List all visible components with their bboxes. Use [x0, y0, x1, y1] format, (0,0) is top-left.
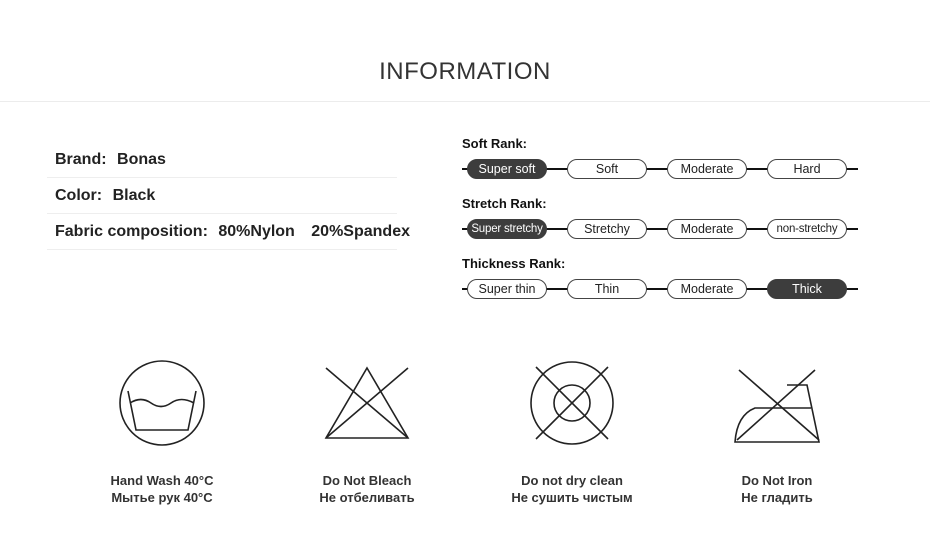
- soft-rank: [462, 134, 862, 194]
- hand-wash-label-ru: Мытье рук 40°C: [111, 490, 213, 505]
- no-dry-clean-label-ru: Не сушить чистым: [511, 490, 633, 505]
- no-bleach-label-en: Do Not Bleach: [322, 473, 412, 488]
- fabric-value-spandex: 20%Spandex: [311, 223, 410, 240]
- brand-value: Bonas: [117, 151, 166, 168]
- brand-label: Brand:: [55, 151, 107, 168]
- soft-option-super-soft: Super soft: [467, 159, 547, 179]
- hand-wash-icon: [114, 360, 210, 446]
- title-divider: [0, 101, 930, 102]
- care-no-dry-clean: [472, 360, 672, 506]
- no-dry-clean-label-en: Do not dry clean: [521, 473, 623, 488]
- thickness-option-thin: Thin: [567, 279, 647, 299]
- stretch-option-super-stretchy: Super stretchy: [467, 219, 547, 239]
- care-hand-wash: [62, 360, 262, 506]
- page-title: INFORMATION: [379, 58, 551, 85]
- soft-option-soft: Soft: [567, 159, 647, 179]
- soft-option-hard: Hard: [767, 159, 847, 179]
- no-dry-clean-icon: [524, 360, 620, 446]
- no-iron-icon: [729, 360, 825, 446]
- fabric-row: [47, 214, 410, 250]
- soft-option-moderate: Moderate: [667, 159, 747, 179]
- stretch-option-moderate: Moderate: [667, 219, 747, 239]
- stretch-rank: [462, 194, 862, 254]
- rank-scales: [462, 134, 862, 314]
- color-row: [47, 178, 397, 214]
- color-value: Black: [112, 187, 156, 204]
- no-iron-label-en: Do Not Iron: [741, 473, 813, 488]
- care-no-iron: [677, 360, 877, 506]
- fabric-value-nylon: 80%Nylon: [218, 223, 295, 240]
- thickness-option-thick: Thick: [767, 279, 847, 299]
- color-label: Color:: [55, 187, 103, 204]
- thickness-option-moderate: Moderate: [667, 279, 747, 299]
- no-bleach-label-ru: Не отбеливать: [319, 490, 415, 505]
- no-bleach-icon: [319, 360, 415, 446]
- product-info: [47, 142, 410, 250]
- stretch-rank-title: Stretch Rank:: [462, 196, 547, 211]
- fabric-label: Fabric composition:: [55, 223, 208, 240]
- care-no-bleach: [267, 360, 467, 506]
- stretch-option-non-stretchy: non-stretchy: [767, 219, 847, 239]
- hand-wash-label-en: Hand Wash 40°C: [110, 473, 214, 488]
- no-iron-label-ru: Не гладить: [741, 490, 813, 505]
- thickness-rank: [462, 254, 862, 314]
- thickness-rank-title: Thickness Rank:: [462, 256, 566, 271]
- soft-rank-title: Soft Rank:: [462, 136, 527, 151]
- brand-row: [47, 142, 397, 178]
- thickness-option-super-thin: Super thin: [467, 279, 547, 299]
- stretch-option-stretchy: Stretchy: [567, 219, 647, 239]
